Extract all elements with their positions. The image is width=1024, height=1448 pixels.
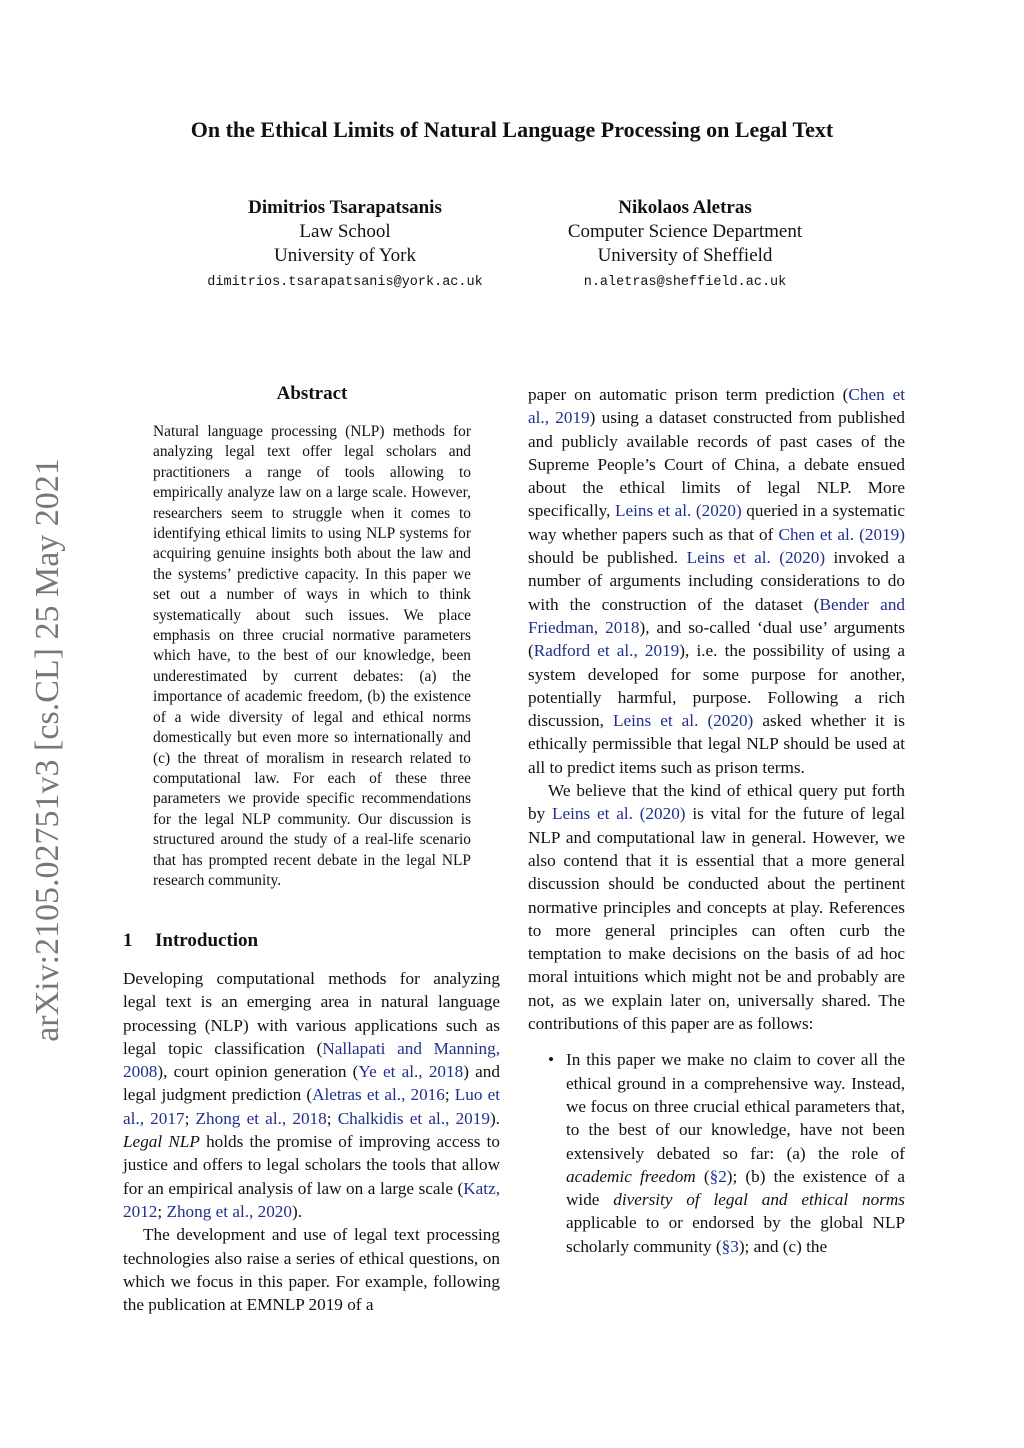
arxiv-id: arXiv:2105.02751v3 [cs.CL] 25 May 2021 (29, 458, 66, 1042)
abstract-text: Natural language processing (NLP) methods for analyzing legal text offer legal scholars and practitioners a range of tools allowing to empirically analyze law on a large scale. However, researchers seem to struggle when it comes to identifying ethical limits to using NLP systems for acquiring genuine insights both about the law and the systems’ predictive capacity. In this paper we set out a number of ways in which to think systematically about such issues. We place emphasis on three crucial normative parameters which have, to the best of our knowledge, been underestimated by current debates: (a) the importance of academic freedom, (b) the existence of a wide diversity of legal and ethical norms domestically but even more so internationally and (c) the threat of moralism in research related to computational law. For each of these three parameters we provide specific recommendations for the legal NLP community. Our discussion is structured around the study of a real-life scenario that has prompted recent debate in the legal NLP research community. (153, 423, 471, 889)
emphasis: academic freedom (566, 1166, 696, 1186)
author-affiliation: University of Sheffield (597, 245, 773, 266)
abstract-heading: Abstract (276, 383, 348, 404)
intro-paragraph-4 (528, 779, 905, 1035)
citation-link[interactable]: Chen et al. (2019) (778, 524, 905, 544)
bullet-mark: • (548, 1050, 555, 1070)
section-link[interactable]: §3 (721, 1236, 739, 1256)
text-run: queried in a systematic way whether papers such as that of (528, 501, 905, 544)
text-run: ( (695, 1166, 710, 1186)
citation-link[interactable]: Leins et al. (2020) (612, 711, 754, 731)
text-run: ), court opinion generation ( (157, 1062, 359, 1082)
author-email[interactable]: dimitrios.tsarapatsanis@york.ac.uk (207, 275, 483, 290)
arxiv-sidebar (18, 445, 78, 1055)
paper-title: On the Ethical Limits of Natural Language Processing on Legal Text (190, 117, 834, 142)
text-run: asked whether it is ethically permissible that legal NLP should be used at all to predict items such as prison terms. (528, 711, 905, 777)
author-name: Nikolaos Aletras (618, 197, 752, 218)
author-dept: Law School (299, 221, 391, 242)
citation-link[interactable]: Ye et al., 2018 (358, 1062, 464, 1082)
citation-link[interactable]: Luo et al., 2017 (123, 1085, 500, 1128)
text-run: Developing computational methods for analyzing legal text is an emerging area in natural language processing (NLP) with various applications such as legal topic classification ( (123, 969, 500, 1058)
citation-link[interactable]: Radford et al., 2019 (533, 641, 680, 661)
contribution-bullet (528, 1048, 905, 1258)
text-run: should be published. (528, 548, 687, 568)
citation-link[interactable]: Bender and Friedman, 2018 (528, 594, 906, 637)
intro-paragraph-1 (123, 967, 500, 1223)
citation-link[interactable]: Nallapati and Manning, 2008 (123, 1038, 501, 1082)
text-run: applicable to or endorsed by the global NLP scholarly community ( (566, 1213, 905, 1256)
citation-link[interactable]: Leins et al. (2020) (614, 501, 742, 521)
intro-paragraph-2: The development and use of legal text processing technologies also raise a series of ethical questions, on which we focus in this paper. For example, following the publication at EMNLP 2019 of a (123, 1225, 500, 1315)
right-column-body (528, 383, 905, 1258)
citation-link[interactable]: Chalkidis et al., 2019 (337, 1108, 490, 1128)
text-run: ) using a dataset constructed from published and publicly available records of past cases of the Supreme People’s Court of China, a debate ensued about the ethical limits of legal NLP. More specifically, (528, 408, 905, 521)
emphasis: diversity of legal and ethical norms (613, 1190, 905, 1210)
intro-paragraph-3 (528, 383, 905, 779)
text-run: ) and legal judgment prediction ( (123, 1062, 500, 1105)
citation-link[interactable]: Leins et al. (2020) (552, 804, 686, 824)
author-name: Dimitrios Tsarapatsanis (248, 197, 442, 218)
author-dept: Computer Science Department (567, 221, 803, 242)
citation-link[interactable]: Leins et al. (2020) (686, 548, 826, 568)
citation-link[interactable]: Chen et al., 2019 (528, 385, 905, 428)
text-run: ); (b) the existence of a wide (566, 1166, 905, 1210)
author-1 (150, 196, 540, 295)
text-run: ; (326, 1108, 338, 1128)
text-run: is vital for the future of legal NLP and computational law in general. However, we also contend that it is essential that a more general discussion should be conducted about the pertinent normative principles and concepts at play. References to more general principles can often curb the temptation to make decisions on the basis of ad hoc moral intuitions which might not be and probably are not, as we explain later on, universally shared. The contributions of this paper are as follows: (528, 804, 906, 1034)
citation-link[interactable]: Zhong et al., 2020 (166, 1201, 292, 1221)
text-run: ); and (c) the (738, 1236, 828, 1256)
emphasis: Legal NLP (123, 1132, 200, 1152)
text-run: ), i.e. the possibility of using a system developed for some purpose for another, potentially harmful, purpose. Following a rich discussion, (528, 641, 905, 731)
citation-link[interactable]: Katz, 2012 (123, 1178, 500, 1221)
text-run: We believe that the kind of ethical query put forth by (528, 781, 905, 824)
author-email[interactable]: n.aletras@sheffield.ac.uk (583, 275, 787, 290)
author-2 (530, 196, 840, 295)
text-run: ; (444, 1085, 455, 1105)
text-run: holds the promise of improving access to justice and offers to legal scholars the tools that allow for an empirical analysis of law on a large scale ( (123, 1132, 501, 1198)
section-title: Introduction (155, 930, 259, 951)
text-run: ). (489, 1108, 500, 1128)
citation-link[interactable]: Zhong et al., 2018 (195, 1108, 327, 1128)
citation-link[interactable]: Aletras et al., 2016 (312, 1085, 445, 1105)
text-run: invoked a number of arguments including considerations to do with the construction of the dataset ( (528, 548, 905, 614)
text-run: ), and so-called ‘dual use’ arguments ( (528, 617, 905, 661)
text-run: paper on automatic prison term prediction ( (528, 385, 849, 404)
left-column-body (123, 967, 500, 1316)
bullet-text (566, 1048, 905, 1258)
text-run: ; (184, 1108, 196, 1128)
section-number: 1 (123, 930, 133, 951)
section-link[interactable]: §2 (709, 1166, 727, 1186)
text-run: In this paper we make no claim to cover all the ethical ground in a comprehensive way. Instead, we focus on three crucial ethical parameters that, to the best of our knowledge, have not been extensively debated so far: (a) the role of (566, 1050, 905, 1163)
author-affiliation: University of York (274, 245, 416, 266)
section-heading (123, 930, 258, 952)
text-run: ). (292, 1201, 303, 1221)
text-run: ; (157, 1201, 167, 1221)
